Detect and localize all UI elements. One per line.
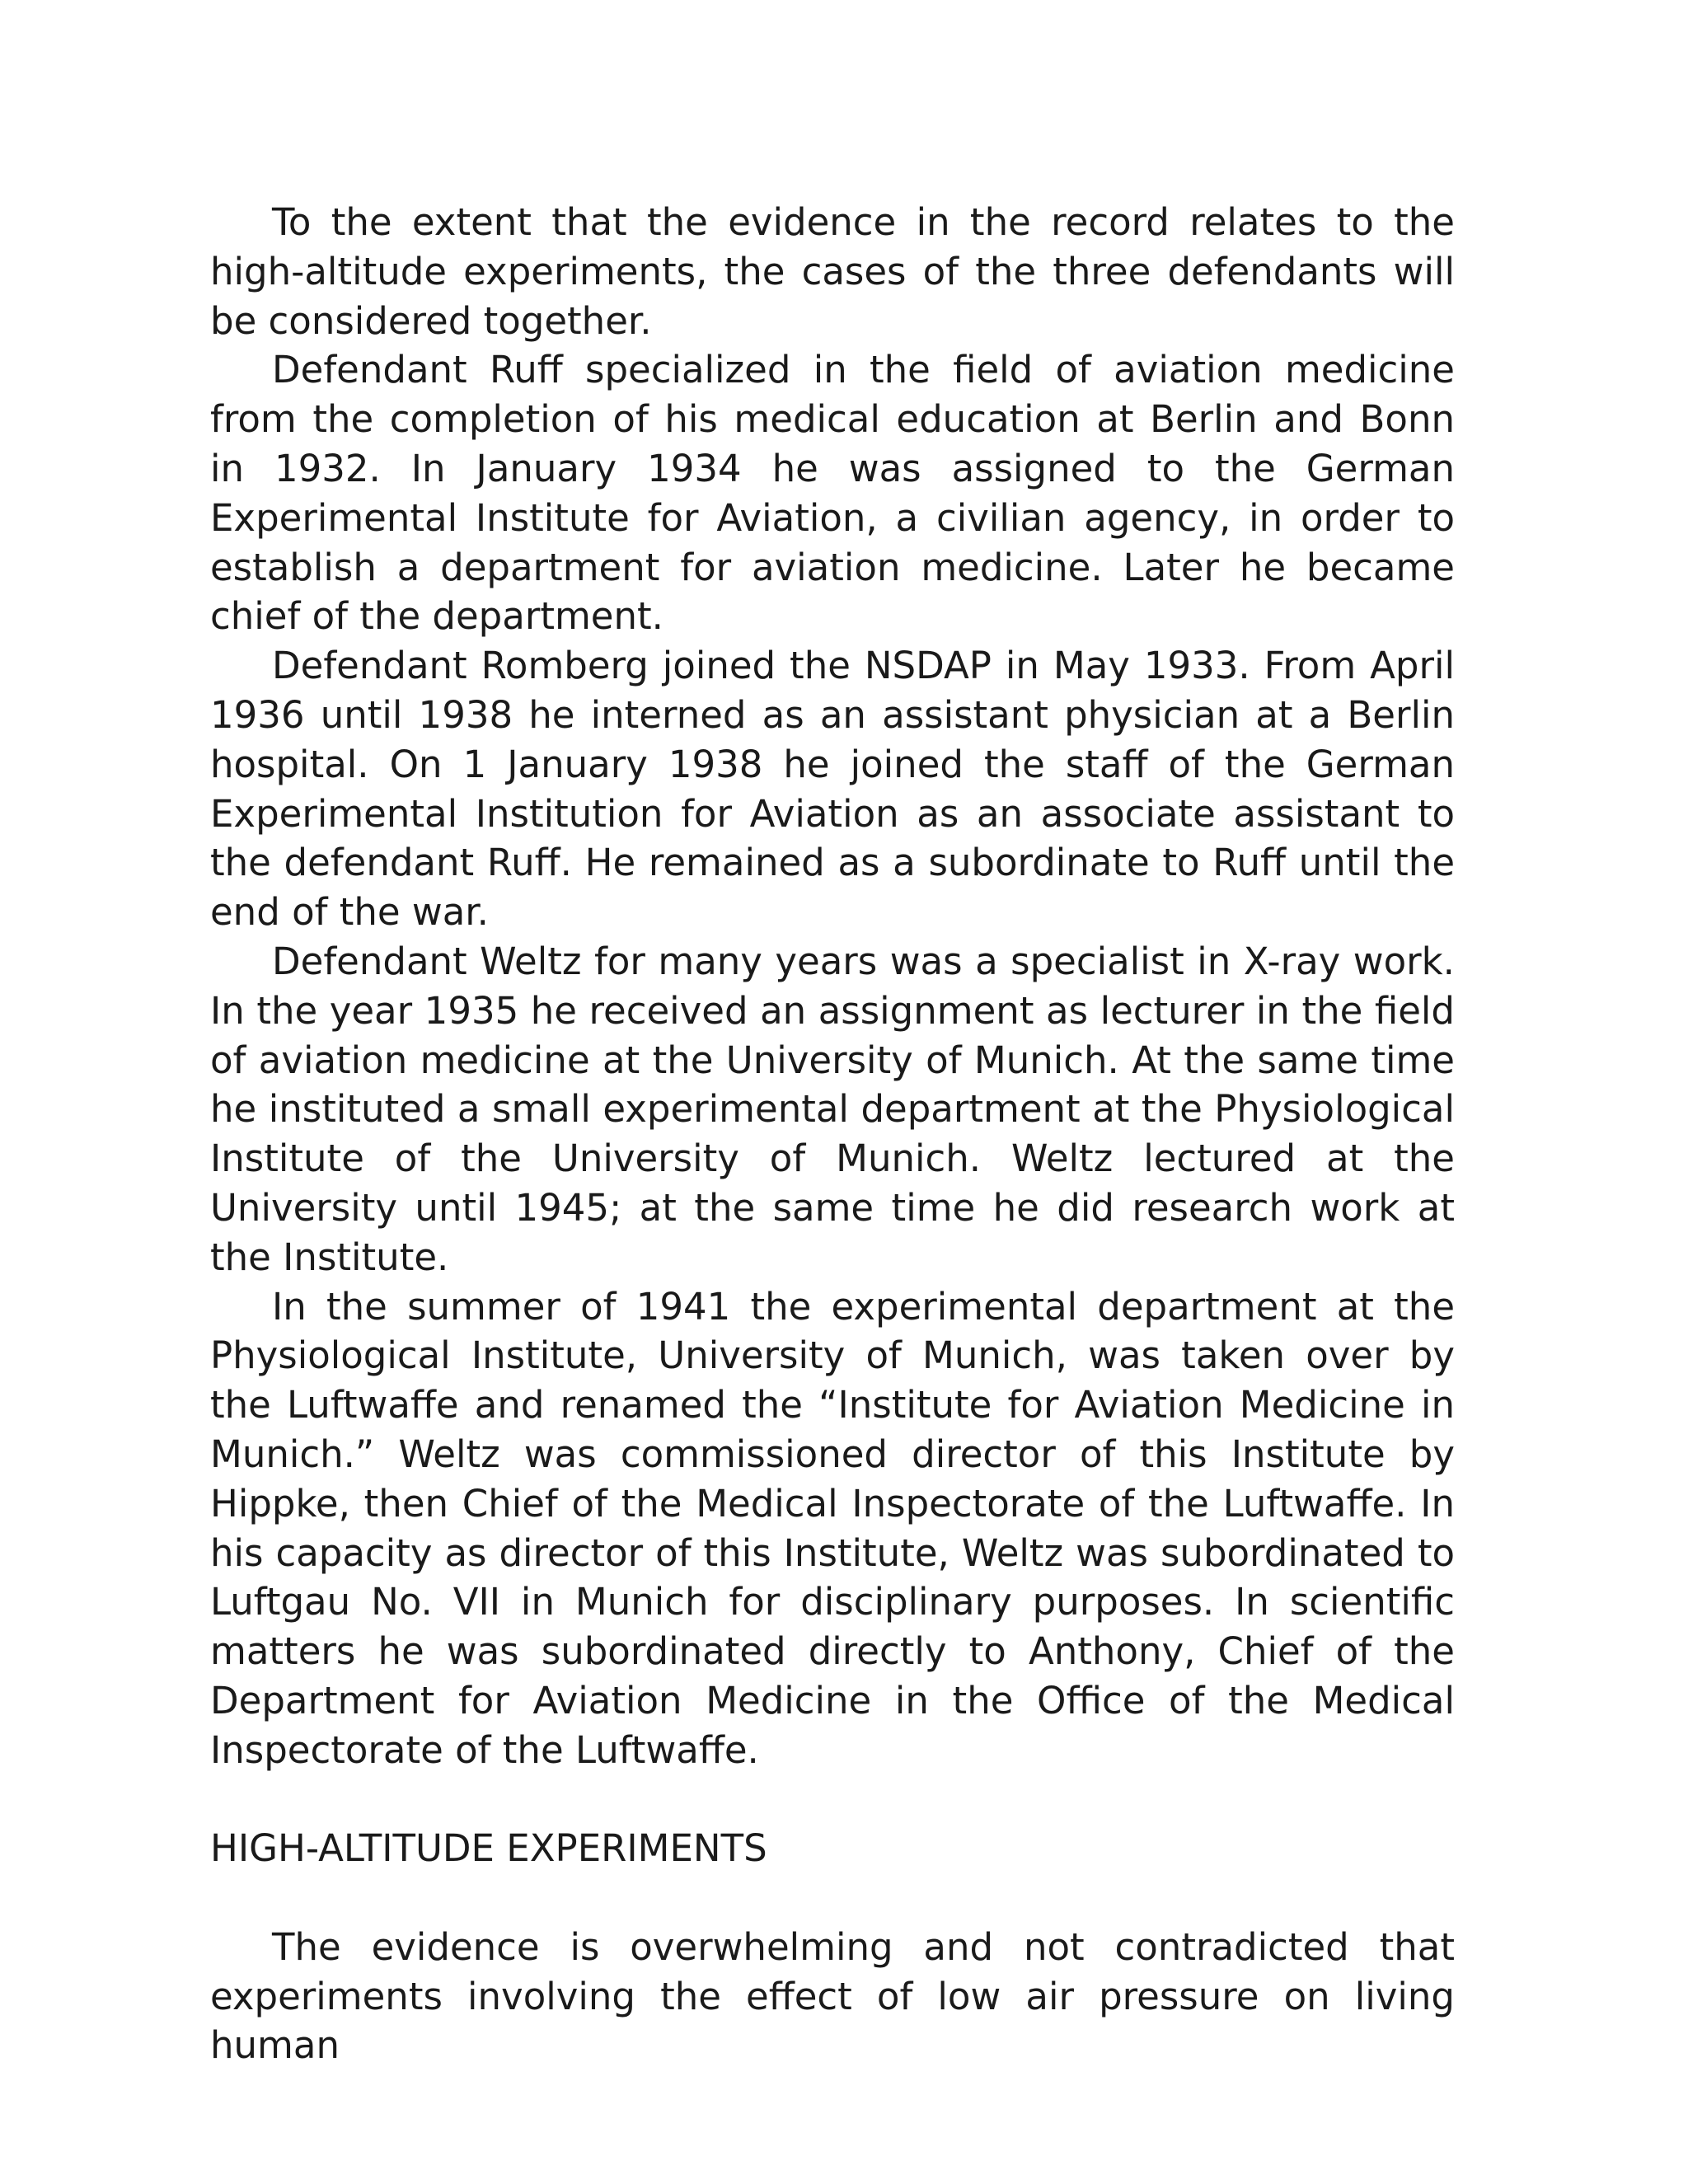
section-heading: HIGH-ALTITUDE EXPERIMENTS (210, 1826, 767, 1871)
paragraph-ruff: Defendant Ruff specialized in the field of aviation medicine from the completion of his medical education at Berlin and Bonn in 1932. In January 1934 he was assigned to the German Experimental Institute for Aviation, a civilian agency, in order to establish a department for aviation medicine. Later he became chief of the department. (210, 348, 1455, 639)
paragraph-intro-overview: To the extent that the evidence in the record relates to the high-altitude experiments, the cases of the three defendants will be considered together. (210, 200, 1455, 343)
body-text (210, 198, 1455, 2070)
paragraph-weltz: Defendant Weltz for many years was a specialist in X-ray work. In the year 1935 he received an assignment as lecturer in the field of aviation medicine at the University of Munich. At the same time he instituted a small experimental department at the Physiological Institute of the University of Munich. Weltz lectured at the University until 1945; at the same time he did research work at the Institute. (210, 939, 1455, 1279)
paragraph-evidence: The evidence is overwhelming and not contradicted that experiments involving the effect of low air pressure on living human (210, 1924, 1455, 2068)
paragraph-romberg: Defendant Romberg joined the NSDAP in May 1933. From April 1936 until 1938 he interned as an assistant physician at a Berlin hospital. On 1 January 1938 he joined the staff of the German Experimental Institution for Aviation as an associate assistant to the defendant Ruff. He remained as a subordinate to Ruff until the end of the war. (210, 644, 1455, 935)
paragraph-institute: In the summer of 1941 the experimental department at the Physiological Institute, University of Munich, was taken over by the Luftwaffe and renamed the “Institute for Aviation Medicine in Munich.” Weltz was commissioned director of this Institute by Hippke, then Chief of the Medical Inspectorate of the Luftwaffe. In his capacity as director of this Institute, Weltz was subordinated to Luftgau No. VII in Munich for disciplinary purposes. In scientific matters he was subordinated directly to Anthony, Chief of the Department for Aviation Medicine in the Office of the Medical Inspectorate of the Luftwaffe. (210, 1284, 1455, 1772)
